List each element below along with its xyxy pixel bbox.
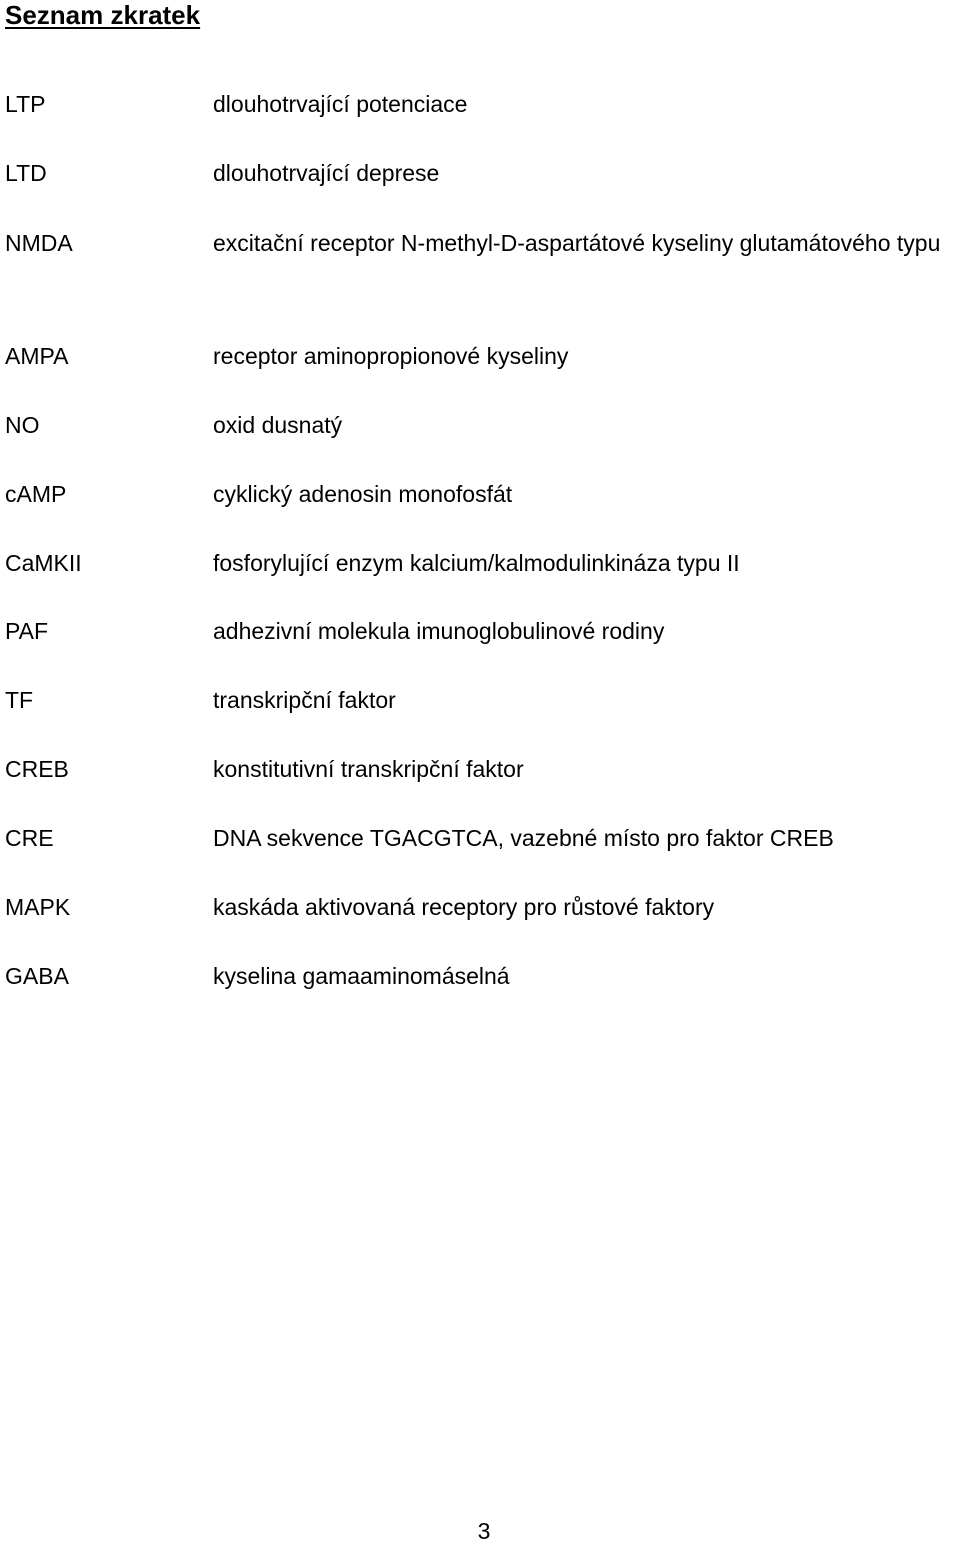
abbreviation-definition: oxid dusnatý — [213, 412, 343, 438]
abbreviation-definition: cyklický adenosin monofosfát — [213, 481, 513, 507]
abbreviation-definition: fosforylující enzym kalcium/kalmodulinkináza typu II — [213, 550, 740, 576]
abbreviation-term: LTD — [5, 160, 47, 186]
abbreviation-definition: dlouhotrvající deprese — [213, 160, 440, 186]
abbreviation-term: PAF — [5, 618, 49, 644]
abbreviation-definition: kaskáda aktivovaná receptory pro růstové faktory — [213, 894, 715, 920]
abbreviation-definition: dlouhotrvající potenciace — [213, 91, 468, 117]
abbreviation-term: CaMKII — [5, 550, 82, 576]
abbreviation-term: CRE — [5, 825, 54, 851]
abbreviation-definition: kyselina gamaaminomáselná — [213, 963, 510, 989]
abbreviation-term: MAPK — [5, 894, 71, 920]
abbreviation-definition: DNA sekvence TGACGTCA, vazebné místo pro faktor CREB — [213, 825, 834, 851]
abbreviation-definition: transkripční faktor — [213, 687, 396, 713]
abbreviation-term: NO — [5, 412, 40, 438]
abbreviation-definition: adhezivní molekula imunoglobulinové rodiny — [213, 618, 665, 644]
abbreviation-term: TF — [5, 687, 34, 713]
abbreviation-definition: excitační receptor N-methyl-D-aspartátové kyseliny glutamátového typu — [213, 230, 941, 256]
page-number: 3 — [477, 1518, 491, 1544]
abbreviation-term: AMPA — [5, 343, 69, 369]
abbreviation-definition: konstitutivní transkripční faktor — [213, 756, 524, 782]
abbreviation-term: GABA — [5, 963, 69, 989]
abbreviation-term: LTP — [5, 91, 46, 117]
abbreviation-term: NMDA — [5, 230, 73, 256]
abbreviation-term: CREB — [5, 756, 69, 782]
page-title: Seznam zkratek — [5, 0, 201, 30]
abbreviation-term: cAMP — [5, 481, 67, 507]
abbreviation-definition: receptor aminopropionové kyseliny — [213, 343, 569, 369]
